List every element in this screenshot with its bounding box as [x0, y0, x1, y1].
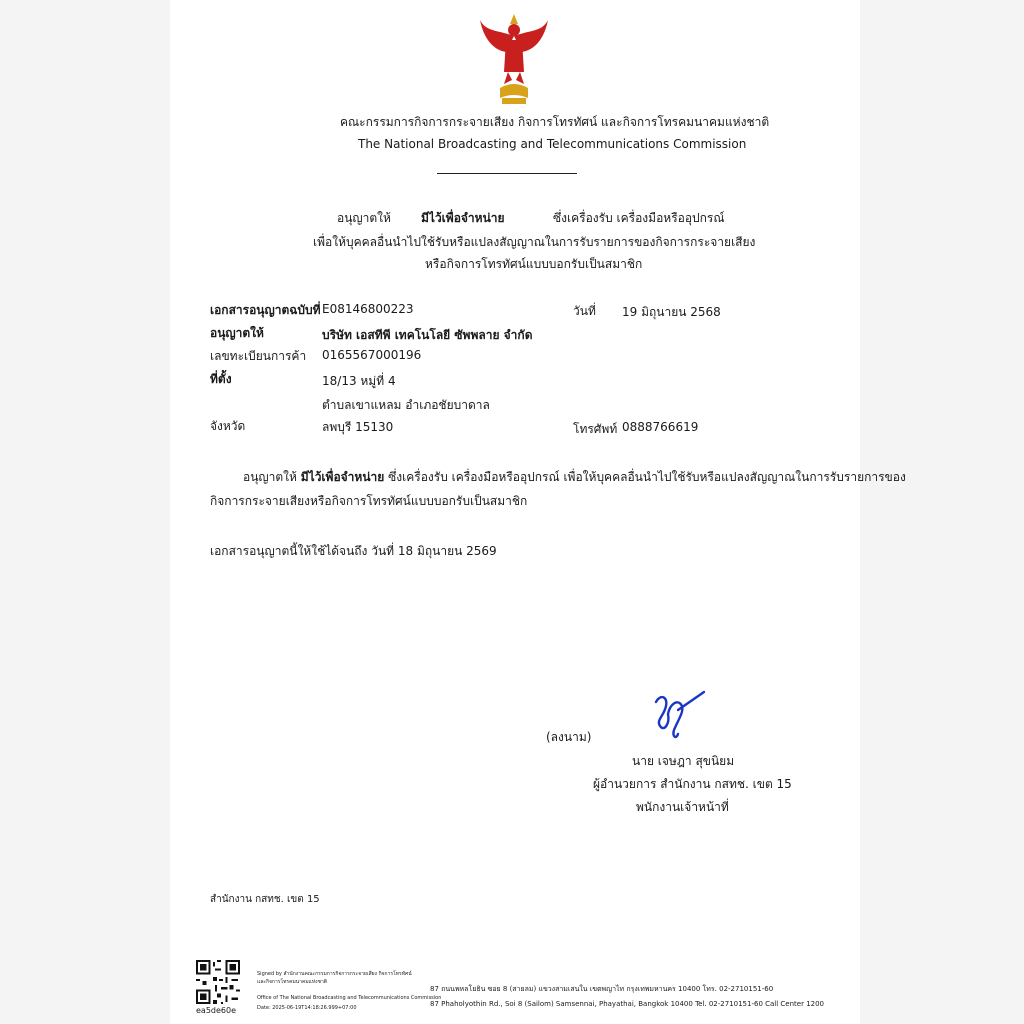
signer-position: ผู้อำนวยการ สำนักงาน กสทช. เขต 15	[593, 777, 792, 791]
address-line1: 18/13 หมู่ที่ 4	[322, 374, 396, 388]
body-permission-type: มีไว้เพื่อจำหน่าย	[300, 470, 385, 484]
grantee-value: บริษัท เอสทีพี เทคโนโลยี ซัพพลาย จำกัด	[322, 328, 533, 342]
body-rest: ซึ่งเครื่องรับ เครื่องมือหรืออุปกรณ์ เพื่อให้บุคคลอื่นนำไปใช้รับหรือแปลงสัญญาณในการรับรายการของ	[384, 470, 906, 484]
date-label: วันที่	[573, 304, 596, 318]
phone-label: โทรศัพท์	[573, 422, 618, 436]
body-paragraph-line2: กิจการกระจายเสียงหรือกิจการโทรทัศน์แบบบอกรับเป็นสมาชิก	[210, 494, 528, 508]
body-prefix: อนุญาตให้	[243, 470, 301, 484]
address-label: ที่ตั้ง	[210, 372, 232, 386]
signed-date: Date: 2025-06-19T14:18:26.999+07:00	[257, 1005, 357, 1011]
document-page	[170, 0, 860, 1024]
handwritten-signature-icon	[648, 690, 708, 742]
header-divider	[437, 173, 577, 174]
footer-address-th: 87 ถนนพหลโยธิน ซอย 8 (สายลม) แขวงสามเสนใน เขตพญาไท กรุงเทพมหานคร 10400 โทร. 02-2710151-60	[430, 985, 774, 993]
validity-text: เอกสารอนุญาตนี้ให้ใช้ได้จนถึง วันที่ 18 มิถุนายน 2569	[210, 544, 497, 558]
permission-prefix: อนุญาตให้	[337, 211, 391, 225]
agency-title-en: The National Broadcasting and Telecommunications Commission	[358, 137, 747, 151]
permission-line3: หรือกิจการโทรทัศน์แบบบอกรับเป็นสมาชิก	[425, 257, 643, 271]
permission-type: มีไว้เพื่อจำหน่าย	[421, 211, 505, 225]
signer-name: นาย เจษฎา สุขนิยม	[632, 754, 735, 768]
phone-value: 0888766619	[622, 420, 699, 434]
signer-role: พนักงานเจ้าหน้าที่	[636, 800, 729, 814]
garuda-emblem-icon	[478, 10, 550, 110]
grantee-label: อนุญาตให้	[210, 326, 264, 340]
sign-label: (ลงนาม)	[546, 730, 592, 744]
issuing-office: สำนักงาน กสทช. เขต 15	[210, 894, 320, 905]
permission-suffix: ซึ่งเครื่องรับ เครื่องมือหรืออุปกรณ์	[553, 211, 725, 225]
qr-code-icon	[196, 960, 240, 1004]
permission-line2: เพื่อให้บุคคลอื่นนำไปใช้รับหรือแปลงสัญญาณในการรับรายการของกิจการกระจายเสียง	[313, 235, 756, 249]
province-label: จังหวัด	[210, 419, 246, 433]
qr-code-text: ea5de60e	[196, 1006, 237, 1015]
registration-label: เลขทะเบียนการค้า	[210, 349, 307, 363]
signed-by-line2: และกิจการโทรคมนาคมแห่งชาติ	[257, 979, 328, 985]
signed-by-line1: Signed by สำนักงานคณะกรรมการกิจการกระจายเสียง กิจการโทรทัศน์	[257, 971, 412, 977]
province-value: ลพบุรี 15130	[322, 420, 394, 434]
date-value: 19 มิถุนายน 2568	[622, 305, 721, 319]
footer-address-en: 87 Phaholyothin Rd., Soi 8 (Sailom) Samsennai, Phayathai, Bangkok 10400 Tel. 02-2710151-60 Call Center 1200	[430, 1000, 825, 1008]
body-paragraph-line1	[243, 468, 906, 487]
doc-number: E08146800223	[322, 302, 414, 316]
registration-value: 0165567000196	[322, 348, 422, 362]
signed-by-line3: Office of The National Broadcasting and Telecommunications Commission	[257, 995, 442, 1001]
address-line2: ตำบลเขาแหลม อำเภอชัยบาดาล	[322, 398, 490, 412]
doc-number-label: เอกสารอนุญาตฉบับที่	[210, 303, 321, 317]
agency-title-th: คณะกรรมการกิจการกระจายเสียง กิจการโทรทัศน์ และกิจการโทรคมนาคมแห่งชาติ	[340, 115, 770, 129]
